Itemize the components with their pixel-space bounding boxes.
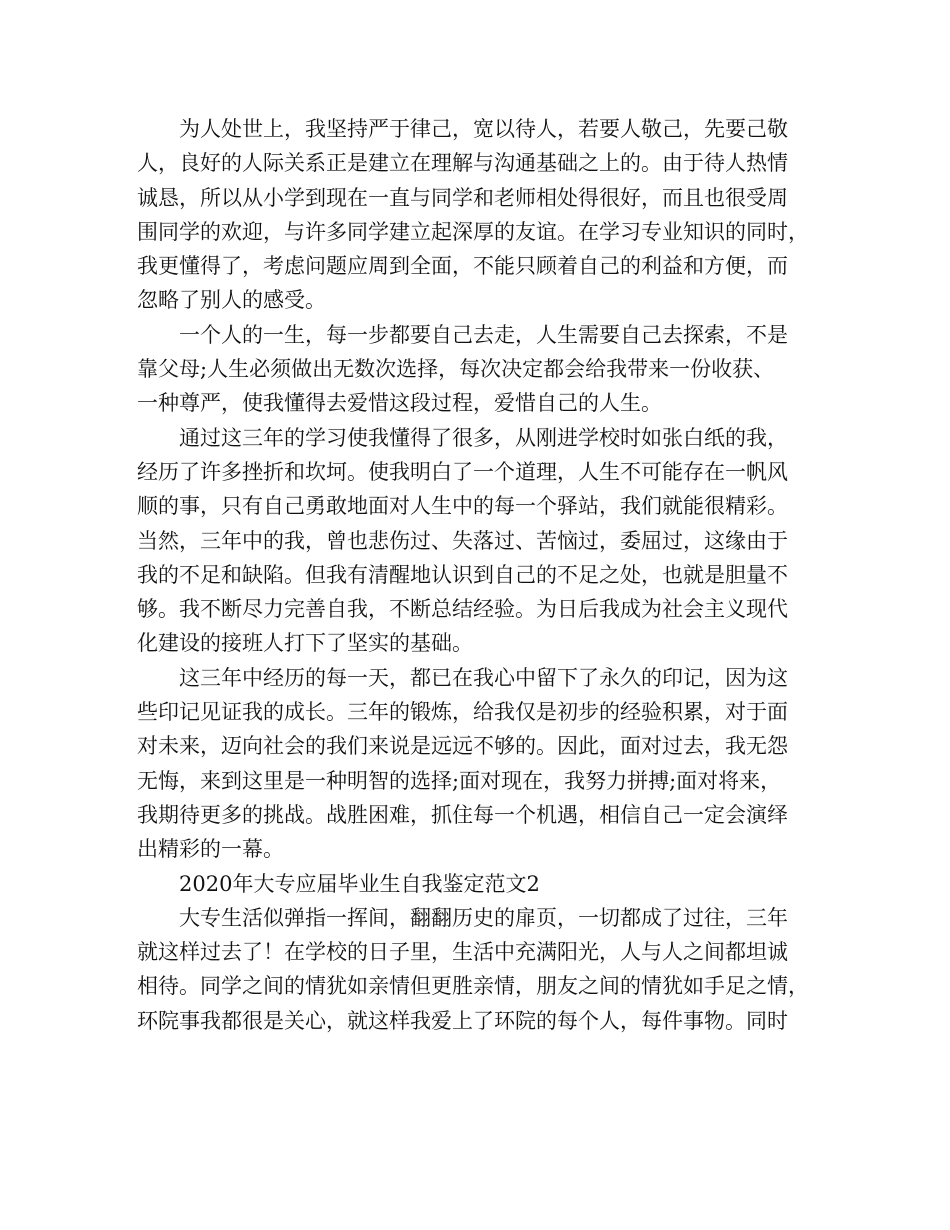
document-body xyxy=(137,112,817,1038)
paragraph-three-years-study: 通过这三年的学习使我懂得了很多，从刚进学校时如张白纸的我， 经历了许多挫折和坎坷。使我明白了一个道理，人生不可能存在一帆风 顺的事，只有自己勇敢地面对人生中的每一个驿站，我们就能很精彩。 当然，三年中的我，曾也悲伤过、失落过、苦恼过，委屈过，这缘由于 我的不足和缺陷。但我有清醒地认识到自己的不足之处，也就是胆量不 够。我不断尽力完善自我，不断总结经验。为日后我成为社会主义现代 化建设的接班人打下了坚实的基础。 xyxy=(137,425,788,656)
paragraph-growth-memories: 这三年中经历的每一天，都已在我心中留下了永久的印记，因为这 些印记见证我的成长。三年的锻炼，给我仅是初步的经验积累，对于面 对未来，迈向社会的我们来说是远远不够的。因此，面对过去，我无怨 无悔，来到这里是一种明智的选择;面对现在，我努力拼搏;面对将来， 我期待更多的挑战。战胜困难，抓住每一个机遇，相信自己一定会演绎 出精彩的一幕。 xyxy=(137,665,788,862)
paragraph-life-choices: 一个人的一生，每一步都要自己去走，人生需要自己去探索，不是 靠父母;人生必须做出无数次选择，每次决定都会给我带来一份收获、 一种尊严，使我懂得去爱惜这段过程，爱惜自己的人生。 xyxy=(137,322,788,416)
paragraph-interpersonal: 为人处世上，我坚持严于律己，宽以待人，若要人敬己，先要己敬 人，良好的人际关系正是建立在理解与沟通基础之上的。由于待人热情 诚恳，所以从小学到现在一直与同学和老师相处得很好，而且也很受周 围同学的欢迎，与许多同学建立起深厚的友谊。在学习专业知识的同时， 我更懂得了，考虑问题应周到全面，不能只顾着自己的利益和方便，而 忽略了别人的感受。 xyxy=(137,117,809,313)
section-heading: 2020年大专应届毕业生自我鉴定范文2 xyxy=(179,871,540,896)
paragraph-college-life: 大专生活似弹指一挥间，翻翻历史的扉页，一切都成了过往，三年 就这样过去了！在学校的日子里，生活中充满阳光，人与人之间都坦诚 相待。同学之间的情犹如亲情但更胜亲情，朋友之间的情犹如手足之情， 环院事我都很是关心，就这样我爱上了环院的每个人，每件事物。同时 xyxy=(137,905,809,1033)
